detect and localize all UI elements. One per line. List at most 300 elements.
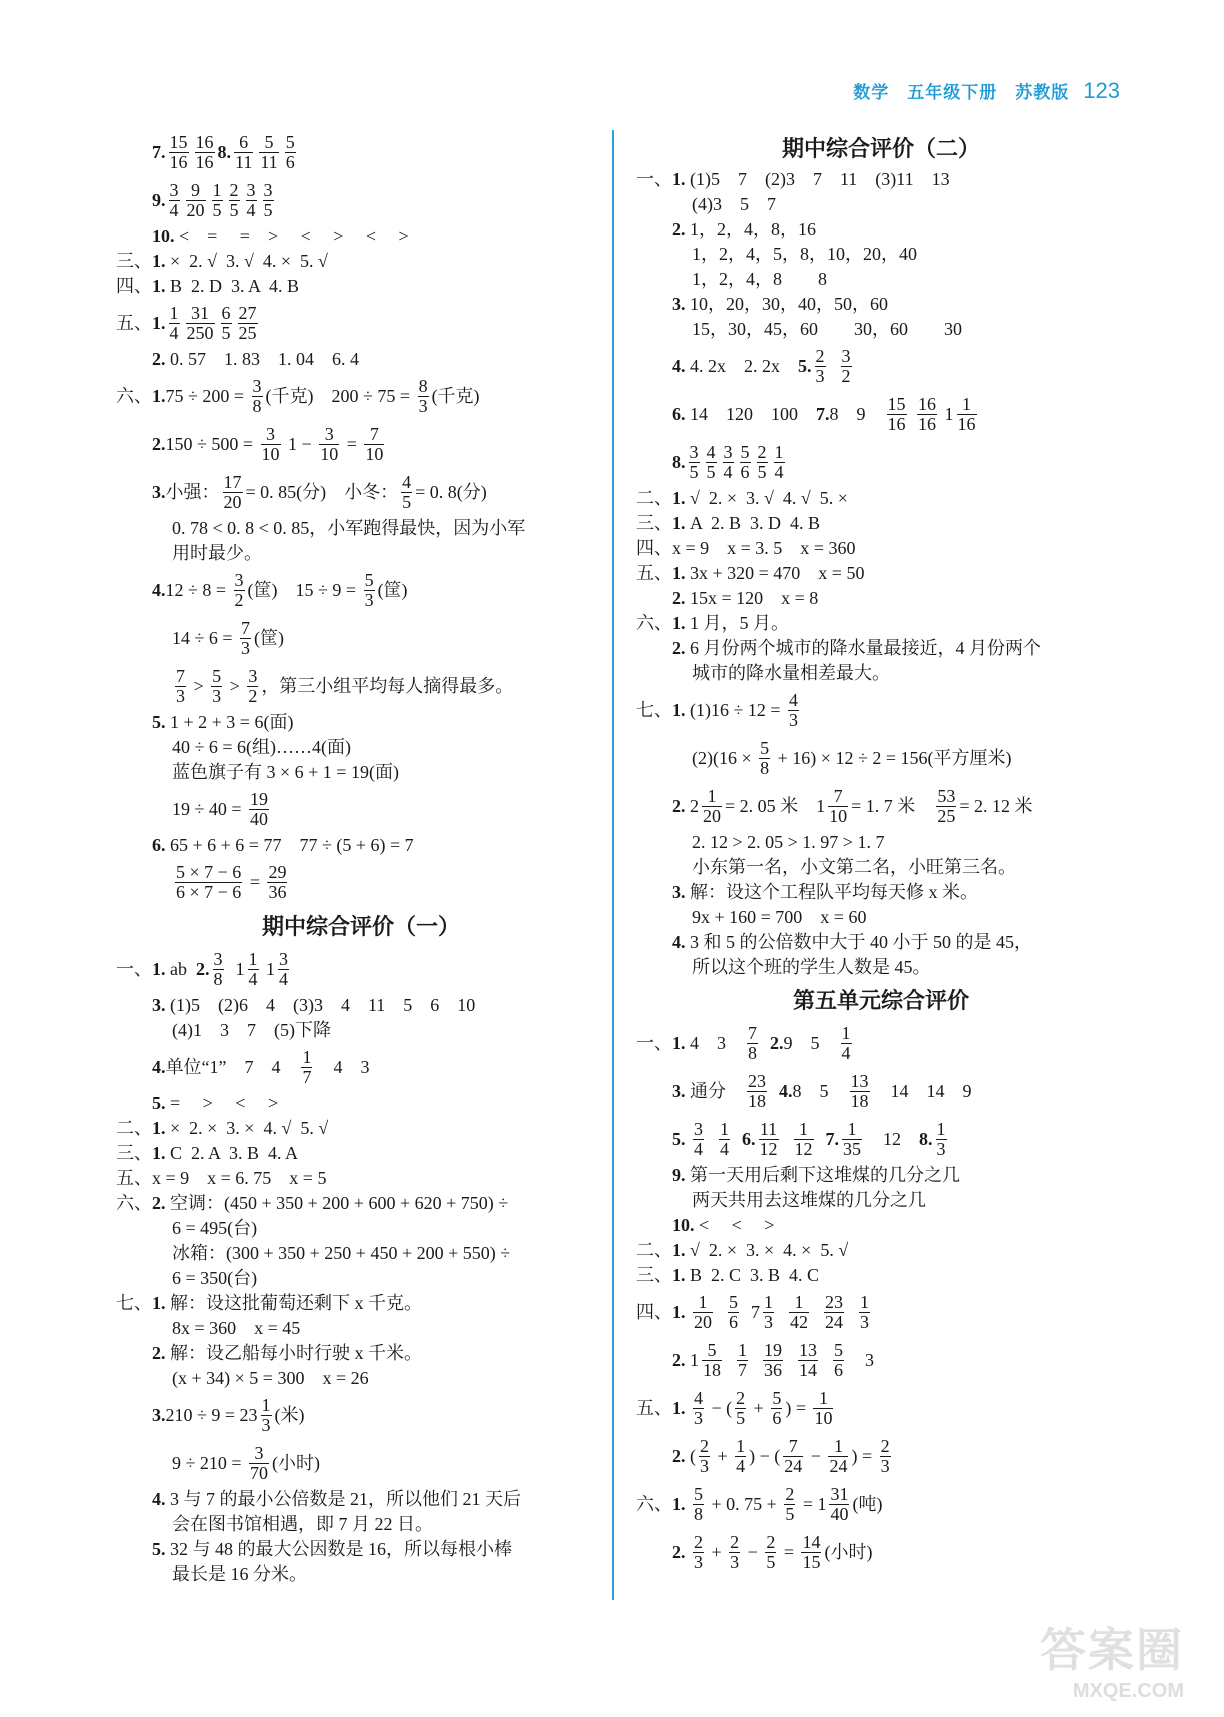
answer-line (116, 566, 606, 614)
numerator: 27 (238, 302, 257, 323)
answer-text: 12 ÷ 8 = (165, 579, 231, 600)
numerator: 2 (694, 1531, 703, 1552)
section-number: 一、 (636, 169, 672, 189)
answer-text: (1)5 (2)6 4 (3)3 4 11 5 6 10 (165, 995, 476, 1015)
answer-text: < < > (694, 1215, 775, 1235)
denominator: 40 (250, 808, 269, 829)
question-number: 1. (672, 1397, 686, 1418)
fraction (759, 739, 770, 778)
question-number: 10. (152, 226, 175, 246)
answer-line (116, 299, 606, 347)
fraction (693, 1389, 704, 1428)
answer-line (116, 1018, 606, 1043)
numerator: 1 (818, 1387, 828, 1408)
numerator: 1 (302, 1046, 312, 1067)
denominator: 25 (238, 322, 257, 343)
answer-line (116, 1366, 606, 1391)
denominator: 16 (169, 151, 188, 172)
fraction (735, 1389, 746, 1428)
denominator: 7 (738, 1359, 747, 1380)
numerator: 1 (841, 1022, 851, 1043)
numerator: 53 (937, 785, 956, 806)
question-number: 1. (152, 251, 166, 271)
numerator: 2 (766, 1531, 776, 1552)
denominator: 3 (860, 1311, 869, 1332)
answer-text: (筐) 15 ÷ 9 = (247, 579, 361, 600)
fraction (763, 1293, 774, 1332)
answer-line (636, 855, 1126, 880)
answer-text: (千克) (431, 385, 480, 406)
answer-line (636, 342, 1126, 390)
denominator: 5 (757, 461, 767, 482)
answer-line (116, 249, 606, 274)
numerator: 1 (794, 1291, 804, 1312)
numerator: 1 (720, 1118, 729, 1139)
numerator: 7 (833, 785, 843, 806)
question-number: 2. (152, 433, 166, 454)
denominator: 6 (834, 1359, 843, 1380)
fraction (747, 1072, 767, 1111)
answer-line (636, 734, 1126, 782)
denominator: 20 (703, 805, 721, 826)
answer-text: > (225, 675, 245, 696)
answer-text: 1 (261, 958, 275, 979)
numerator: 2 (785, 1483, 795, 1504)
numerator: 6 (221, 302, 231, 323)
question-number: 4. (152, 579, 166, 600)
numerator: 2 (229, 179, 239, 200)
answer-text (817, 1127, 826, 1152)
numerator: 19 (250, 788, 269, 809)
answer-line (636, 1432, 1126, 1480)
denominator: 5 (229, 199, 239, 220)
column-divider (612, 130, 614, 1600)
numerator: 23 (748, 1070, 766, 1091)
denominator: 6 (729, 1311, 738, 1332)
answer-line (116, 224, 606, 249)
fraction (418, 377, 429, 416)
answer-line (636, 317, 1126, 342)
denominator: 2 (841, 365, 851, 386)
answer-text (707, 1127, 716, 1152)
denominator: 5 (689, 461, 699, 482)
answer-text: 3 (847, 1349, 874, 1370)
numerator: 3 (169, 179, 179, 200)
fraction (771, 1389, 782, 1428)
numerator: 16 (918, 393, 936, 414)
answer-line (636, 390, 1126, 438)
answer-text (761, 1031, 770, 1056)
fraction (702, 1341, 722, 1380)
fraction (247, 667, 258, 706)
question-number: 2. (196, 958, 210, 979)
answer-line (636, 438, 1126, 486)
fraction (788, 691, 799, 730)
answer-line (116, 1512, 606, 1537)
fraction (240, 619, 251, 658)
question-number: 2. (672, 1349, 686, 1370)
answer-text: (1)5 7 (2)3 7 11 (3)11 13 (685, 169, 950, 189)
numerator: 1 (707, 785, 717, 806)
answer-text: x = 9 x = 3. 5 x = 360 (672, 538, 856, 558)
fraction (763, 1341, 783, 1380)
denominator: 24 (829, 1455, 848, 1476)
answer-text (716, 1300, 725, 1325)
answer-text: (1)16 ÷ 12 = (685, 699, 786, 720)
denominator: 8 (748, 1042, 757, 1063)
answer-line (116, 735, 606, 760)
denominator: 3 (176, 685, 185, 706)
answer-line (636, 167, 1126, 192)
answer-text (910, 402, 915, 427)
question-number: 3. (672, 1080, 686, 1101)
numerator: 1 (962, 393, 971, 414)
answer-text (725, 1348, 734, 1373)
answer-text: × 2. √ 3. √ 4. × 5. √ (165, 251, 328, 271)
numerator: 1 (698, 1291, 708, 1312)
denominator: 3 (936, 1138, 946, 1159)
denominator: 18 (850, 1090, 869, 1111)
question-number: 6. (742, 1128, 756, 1149)
section-number: 一、 (636, 1032, 672, 1053)
section-number: 三、 (116, 251, 152, 271)
fraction (234, 571, 245, 610)
answer-text: 单位“1” 7 4 (165, 1056, 299, 1077)
answer-text (847, 1300, 856, 1325)
numerator: 9 (191, 179, 200, 200)
answer-line (116, 541, 606, 566)
answer-text: 解：设这个工程队平均每天修 x 米。 (685, 882, 978, 902)
answer-line (636, 636, 1126, 661)
answer-line (116, 614, 606, 662)
numerator: 3 (841, 345, 851, 366)
answer-line (116, 1562, 606, 1587)
answer-text: 8x = 360 x = 45 (172, 1318, 301, 1338)
answer-line (636, 1336, 1126, 1384)
fraction (261, 1396, 272, 1435)
answer-line (116, 760, 606, 785)
answer-text: − (806, 1445, 826, 1466)
denominator: 4 (723, 461, 733, 482)
fraction (252, 377, 263, 416)
answer-text: B 2. D 3. A 4. B (165, 276, 300, 296)
answer-text: 6 = 350(台) (172, 1268, 258, 1288)
fraction (211, 667, 222, 706)
answer-text: 0. 78 < 0. 8 < 0. 85，小军跑得最快，因为小军 (172, 518, 526, 538)
denominator: 3 (880, 1455, 890, 1476)
answer-text: = 0. 8(分) (415, 481, 487, 502)
denominator: 8 (213, 968, 223, 989)
denominator: 3 (694, 1407, 703, 1428)
question-number: 1. (672, 513, 686, 533)
denominator: 5 (785, 1503, 795, 1524)
fraction (234, 133, 253, 172)
denominator: 4 (246, 199, 256, 220)
answer-line (636, 536, 1126, 561)
denominator: 2 (234, 589, 244, 610)
answer-text: 1 + 2 + 3 = 6(面) (165, 712, 294, 732)
question-number: 4. (672, 355, 686, 376)
fraction (841, 347, 852, 386)
fraction (813, 1389, 833, 1428)
answer-text: 1 (226, 958, 245, 979)
section-number: 四、 (116, 276, 152, 296)
answer-line (636, 292, 1126, 317)
denominator: 42 (790, 1311, 808, 1332)
answer-line (116, 1537, 606, 1562)
answer-line (116, 347, 606, 372)
answer-text: x = 9 x = 6. 75 x = 5 (152, 1168, 327, 1188)
numerator: 1 (248, 948, 258, 969)
section-number: 二、 (116, 1118, 152, 1138)
answer-text: √ 2. × 3. √ 4. √ 5. × (685, 488, 848, 508)
numerator: 3 (246, 179, 256, 200)
fraction (249, 1444, 269, 1483)
section-number: 七、 (116, 1293, 152, 1313)
question-number: 1. (152, 1118, 166, 1138)
section-number: 五、 (636, 1397, 672, 1418)
answer-text: 19 ÷ 40 = (172, 798, 247, 819)
numerator: 5 (740, 441, 750, 462)
question-number: 4. (152, 1056, 166, 1077)
answer-line (636, 267, 1126, 292)
page-header (853, 78, 1120, 104)
fraction (729, 1533, 740, 1572)
fraction (789, 1293, 809, 1332)
denominator: 4 (736, 1455, 746, 1476)
fraction (936, 1120, 947, 1159)
answer-text: 9x + 160 = 700 x = 60 (692, 907, 867, 927)
denominator: 2 (248, 685, 258, 706)
question-number: 1. (152, 1143, 166, 1163)
answer-text: 0. 57 1. 83 1. 04 6. 4 (165, 349, 359, 369)
answer-text: (小时) (272, 1452, 321, 1473)
answer-line (116, 1166, 606, 1191)
denominator: 3 (261, 1414, 271, 1435)
numerator: 31 (191, 302, 209, 323)
answer-text: (2)(16 × (692, 747, 757, 768)
fraction (221, 304, 232, 343)
question-number: 1. (672, 488, 686, 508)
answer-text: 第一天用后剩下这堆煤的几分之几 (685, 1165, 960, 1185)
answer-text: + 0. 75 + (707, 1493, 782, 1514)
denominator: 20 (694, 1311, 712, 1332)
question-number: 7. (152, 141, 166, 162)
question-number: 3. (152, 1404, 166, 1425)
answer-text: + (749, 1397, 769, 1418)
question-number: 3. (672, 882, 686, 902)
fraction (175, 667, 186, 706)
answer-line (116, 1141, 606, 1166)
answer-text: 15x = 120 x = 8 (685, 588, 819, 608)
answer-text: 所以这个班的学生人数是 45。 (692, 957, 931, 977)
question-number: 2. (672, 1445, 686, 1466)
question-number: 1. (672, 1240, 686, 1260)
numerator: 5 (772, 1387, 782, 1408)
answer-line (636, 611, 1126, 636)
fraction (301, 1048, 312, 1087)
question-number: 8. (672, 451, 686, 472)
question-number: 8. (919, 1128, 933, 1149)
numerator: 5 (707, 1339, 717, 1360)
fraction (186, 304, 215, 343)
right-column (636, 128, 1126, 1576)
answer-text (686, 1540, 691, 1565)
section-number: 五、 (116, 312, 152, 333)
section-title: 期中综合评价（一） (261, 914, 460, 939)
question-number: 1. (152, 312, 166, 333)
numerator: 5 (212, 665, 222, 686)
fraction (169, 133, 189, 172)
answer-line (116, 833, 606, 858)
answer-line (116, 662, 606, 710)
denominator: 14 (799, 1359, 817, 1380)
section-number: 三、 (116, 1143, 152, 1163)
answer-text: 空调：(450 + 350 + 200 + 600 + 620 + 750) ÷ (165, 1193, 509, 1213)
numerator: 3 (279, 948, 288, 969)
answer-text: (4)1 3 7 (5)下降 (172, 1020, 331, 1040)
numerator: 4 (706, 441, 716, 462)
answer-line (636, 1213, 1126, 1238)
answer-text: + (707, 1541, 727, 1562)
denominator: 6 (740, 461, 750, 482)
answer-text: (筐) (377, 579, 408, 600)
section-title: 第五单元综合评价 (792, 988, 969, 1013)
fraction (859, 1293, 870, 1332)
question-number: 2. (152, 1343, 166, 1363)
numerator: 1 (860, 1291, 869, 1312)
question-number: 4. (672, 932, 686, 952)
answer-line (116, 1241, 606, 1266)
answer-text: 4. 2x 2. 2x (685, 355, 798, 376)
numerator: 3 (263, 179, 273, 200)
answer-line (636, 217, 1126, 242)
question-number: 1. (672, 1493, 686, 1514)
answer-line (116, 710, 606, 735)
question-number: 4. (152, 1489, 166, 1509)
watermark-logo: 答案圈 (1040, 1624, 1184, 1676)
answer-text: 8 5 (792, 1080, 847, 1101)
numerator: 1 (764, 1291, 773, 1312)
answer-text: 2. 12 > 2. 05 > 1. 97 > 1. 7 (692, 832, 885, 852)
answer-line (636, 930, 1126, 955)
answer-text: (千克) 200 ÷ 75 = (265, 385, 415, 406)
fraction (936, 787, 956, 826)
numerator: 13 (799, 1339, 817, 1360)
answer-text: (小时) (824, 1541, 873, 1562)
answer-line (116, 945, 606, 993)
numerator: 1 (936, 1118, 946, 1139)
denominator: 4 (169, 199, 179, 220)
answer-text: 1 (940, 403, 954, 424)
fraction (169, 181, 180, 220)
question-number: 5. (152, 1539, 166, 1559)
denominator: 16 (195, 151, 214, 172)
answer-text: 8 9 (829, 403, 884, 424)
denominator: 4 (720, 1138, 729, 1159)
answer-text: = > < > (165, 1093, 279, 1113)
answer-text: = (779, 1541, 799, 1562)
answer-line (116, 1391, 606, 1439)
answer-text: 40 ÷ 6 = 6(组)……4(面) (172, 737, 352, 757)
question-number: 2. (672, 795, 686, 816)
answer-line (636, 1263, 1126, 1288)
question-number: 5. (672, 1128, 686, 1149)
answer-line (636, 1067, 1126, 1115)
answer-text (821, 1348, 830, 1373)
denominator: 8 (760, 757, 770, 778)
fraction (794, 1120, 814, 1159)
numerator: 5 (694, 1483, 703, 1504)
denominator: 5 (212, 199, 222, 220)
denominator: 5 (402, 491, 412, 512)
section-number: 六、 (116, 385, 152, 406)
denominator: 18 (748, 1090, 766, 1111)
numerator: 15 (887, 393, 906, 414)
numerator: 1 (847, 1118, 857, 1139)
answer-text: (米) (274, 1404, 305, 1425)
numerator: 19 (764, 1339, 782, 1360)
fraction (702, 787, 722, 826)
answer-line (636, 661, 1126, 686)
answer-text: 65 + 6 + 6 = 77 77 ÷ (5 + 6) = 7 (165, 835, 414, 855)
denominator: 16 (957, 413, 976, 434)
numerator: 3 (252, 375, 262, 396)
answer-text: 6 月份两个城市的降水量最接近，4 月份两个 (685, 638, 1041, 658)
answer-line (636, 1288, 1126, 1336)
answer-line (116, 420, 606, 468)
fraction (723, 443, 734, 482)
numerator: 5 (834, 1339, 843, 1360)
answer-text: 7 (742, 1301, 760, 1322)
denominator: 250 (186, 322, 214, 343)
answer-text (782, 1127, 791, 1152)
denominator: 18 (703, 1359, 721, 1380)
numerator: 6 (239, 131, 249, 152)
denominator: 4 (694, 1138, 703, 1159)
answer-text (686, 1127, 691, 1152)
question-number: 2. (672, 588, 686, 608)
answer-text: = (342, 433, 362, 454)
numerator: 1 (169, 302, 179, 323)
numerator: 7 (748, 1022, 757, 1043)
denominator: 4 (841, 1042, 851, 1063)
answer-text: (x + 34) × 5 = 300 x = 26 (172, 1368, 369, 1388)
answer-text: 3x + 320 = 470 x = 50 (685, 563, 865, 583)
question-number: 2. (770, 1032, 784, 1053)
fraction (841, 1024, 852, 1063)
answer-text: 冰箱：(300 + 350 + 250 + 450 + 200 + 550) ÷ (172, 1243, 511, 1263)
fraction (828, 787, 848, 826)
answer-text: A 2. B 3. D 4. B (685, 513, 821, 533)
fraction (828, 1437, 848, 1476)
numerator: 5 (264, 131, 274, 152)
answer-text: √ 2. × 3. × 4. × 5. √ (685, 1240, 849, 1260)
answer-line (636, 782, 1126, 830)
question-number: 2. (672, 1541, 686, 1562)
answer-line (116, 372, 606, 420)
numerator: 5 (760, 737, 770, 758)
answer-text: 32 与 48 的最大公因数是 16，所以每根小棒 (165, 1539, 512, 1559)
fraction (259, 133, 278, 172)
answer-text: 两天共用去这堆煤的几分之几 (692, 1190, 926, 1210)
fraction (880, 1437, 891, 1476)
question-number: 2. (672, 219, 686, 239)
question-number: 9. (152, 189, 166, 210)
numerator: 5 × 7 − 6 (176, 861, 242, 882)
answer-line (116, 1091, 606, 1116)
answer-text (686, 1492, 691, 1517)
